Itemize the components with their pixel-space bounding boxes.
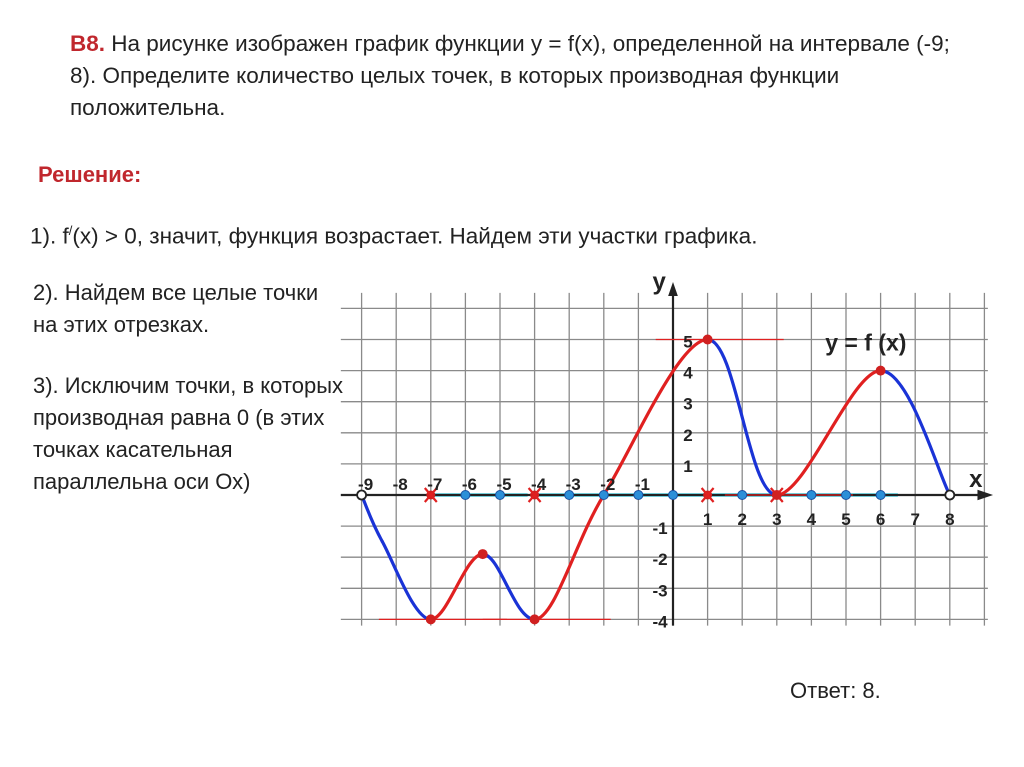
increasing-segment xyxy=(431,554,483,619)
x-tick-label: 2 xyxy=(737,510,747,529)
step1-pre: 1). f xyxy=(30,223,69,249)
integer-point xyxy=(738,491,747,500)
x-tick-label: -6 xyxy=(461,475,477,494)
solution-title: Решение: xyxy=(38,162,142,187)
x-tick-label: 7 xyxy=(910,510,920,529)
y-tick-label: -2 xyxy=(652,550,668,570)
task-text: На рисунке изображен график функции y = f(x), определенной на интервале (-9; 8). Определите количество целых точек, в которых производная функции положительна. xyxy=(70,31,950,120)
extremum-point xyxy=(876,366,886,376)
extremum-point xyxy=(703,335,713,345)
solution-step-3: 3). Исключим точки, в которых производная равна 0 (в этих точках касательная параллельна оси Ох) xyxy=(33,373,344,494)
y-tick-label: -1 xyxy=(652,519,668,539)
x-tick-label: -8 xyxy=(392,475,408,494)
step1-sup: / xyxy=(68,223,73,238)
x-tick-label: 8 xyxy=(945,510,955,529)
tangent-layer xyxy=(379,340,853,620)
x-tick-label: -5 xyxy=(496,475,512,494)
x-tick-label: -9 xyxy=(358,475,374,494)
x-tick-label: -1 xyxy=(634,475,650,494)
x-axis-label: x xyxy=(969,466,983,493)
y-tick-label: 1 xyxy=(683,456,693,476)
x-tick-label: 1 xyxy=(702,510,713,529)
y-tick-label: -4 xyxy=(652,612,668,632)
solution-step-2: 2). Найдем все целые точки на этих отрезках. xyxy=(33,280,319,337)
x-tick-label: -4 xyxy=(531,475,547,494)
decreasing-segment xyxy=(382,542,430,620)
x-tick-label: -3 xyxy=(565,475,581,494)
integer-point xyxy=(669,491,678,500)
function-label: y = f (x) xyxy=(825,329,907,356)
step1-post: (x) > 0, значит, функция возрастает. Найдем эти участки графика. xyxy=(72,223,758,249)
extremum-point xyxy=(426,614,436,624)
curve-layer xyxy=(362,340,950,620)
y-tick-label: 4 xyxy=(683,363,693,383)
y-tick-label: 5 xyxy=(683,332,693,352)
decreasing-segment xyxy=(483,554,535,619)
extremum-point xyxy=(772,490,782,500)
x-tick-label: 6 xyxy=(875,510,886,529)
x-tick-label: 5 xyxy=(841,510,851,529)
integer-point xyxy=(842,491,851,500)
integer-point xyxy=(876,491,885,500)
extremum-point xyxy=(530,614,540,624)
x-tick-label: 4 xyxy=(806,510,817,529)
integer-point xyxy=(807,491,816,500)
y-axis-label: y xyxy=(652,268,666,296)
task-tag: В8. xyxy=(70,31,106,56)
open-endpoint xyxy=(945,491,954,500)
extremum-point xyxy=(478,549,488,559)
x-tick-label: -2 xyxy=(600,475,616,494)
decreasing-segment xyxy=(362,495,383,542)
y-axis-arrow xyxy=(668,282,678,296)
y-tick-label: 2 xyxy=(683,425,693,445)
labels-layer xyxy=(358,269,983,632)
x-tick-label: -7 xyxy=(427,475,443,494)
x-tick-label: 3 xyxy=(772,510,782,529)
answer: Ответ: 8. xyxy=(790,678,881,703)
y-tick-label: 3 xyxy=(683,394,693,414)
y-tick-label: -3 xyxy=(652,581,668,601)
